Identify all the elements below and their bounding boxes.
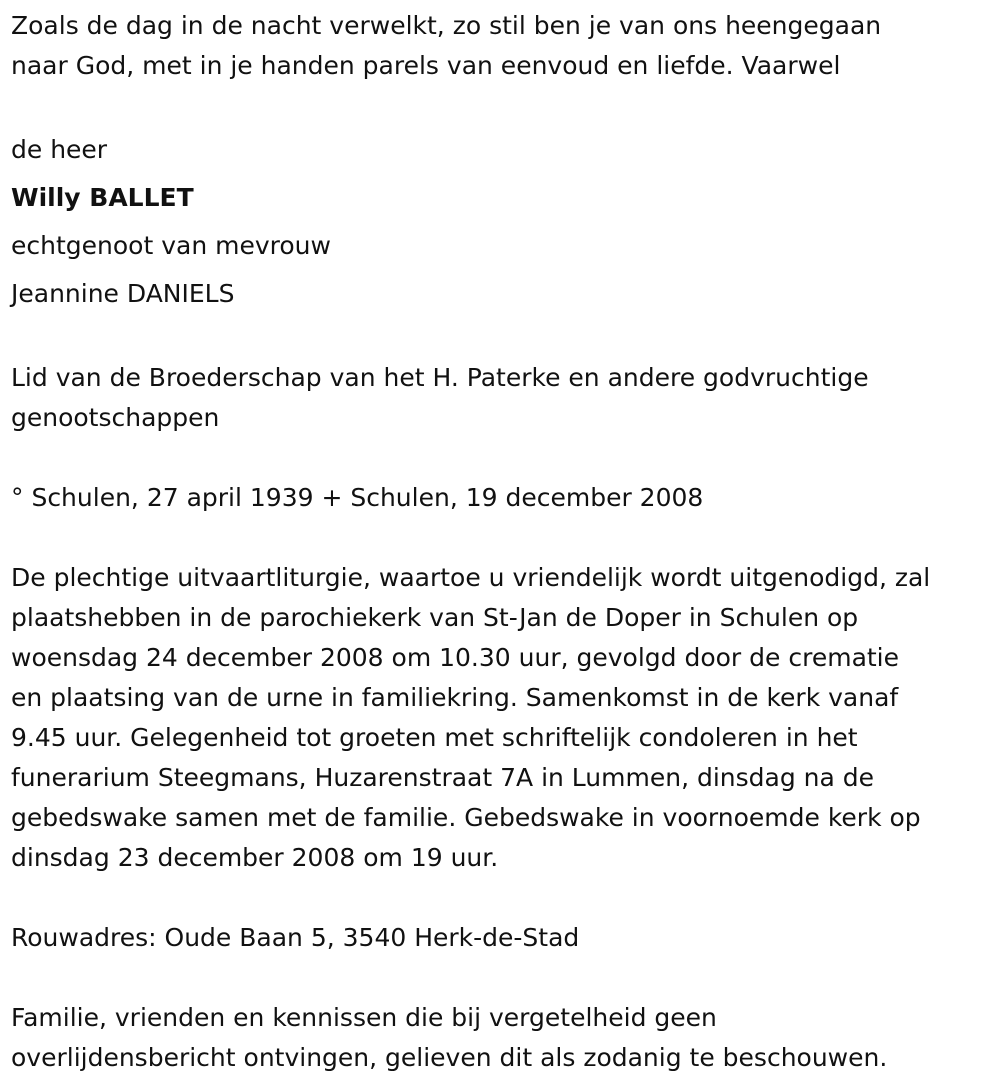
deceased-name: Willy BALLET [11, 183, 194, 212]
honorific: de heer [11, 135, 108, 164]
birth-death-dates: ° Schulen, 27 april 1939 + Schulen, 19 december 2008 [11, 483, 704, 512]
spouse-label: echtgenoot van mevrouw [11, 231, 331, 260]
spouse-name: Jeannine DANIELS [11, 279, 235, 308]
mourning-address: Rouwadres: Oude Baan 5, 3540 Herk-de-Stad [11, 923, 580, 952]
poem-text: Zoals de dag in de nacht verwelkt, zo stil ben je van ons heengegaan naar God, met in je handen parels van eenvoud en liefde. Vaarwel [11, 11, 882, 80]
closing-note: Familie, vrienden en kennissen die bij vergetelheid geen overlijdensbericht ontvingen, gelieven dit als zodanig te beschouwen. [11, 1003, 888, 1072]
membership-text: Lid van de Broederschap van het H. Paterke en andere godvruchtige genootschappen [11, 363, 869, 432]
funeral-details: De plechtige uitvaartliturgie, waartoe u vriendelijk wordt uitgenodigd, zal plaatshebben in de parochiekerk van St-Jan de Doper in Schulen op woensdag 24 december 2008 om 10.30 uur, gevolgd door de crematie en plaatsing van de urne in familiekring. Samenkomst in de kerk vanaf 9.45 uur. Gelegenheid tot groeten met schriftelijk condoleren in het funerarium Steegmans, Huzarenstraat 7A in Lummen, dinsdag na de gebedswake samen met de familie. Gebedswake in voornoemde kerk op dinsdag 23 december 2008 om 19 uur. [11, 563, 931, 872]
